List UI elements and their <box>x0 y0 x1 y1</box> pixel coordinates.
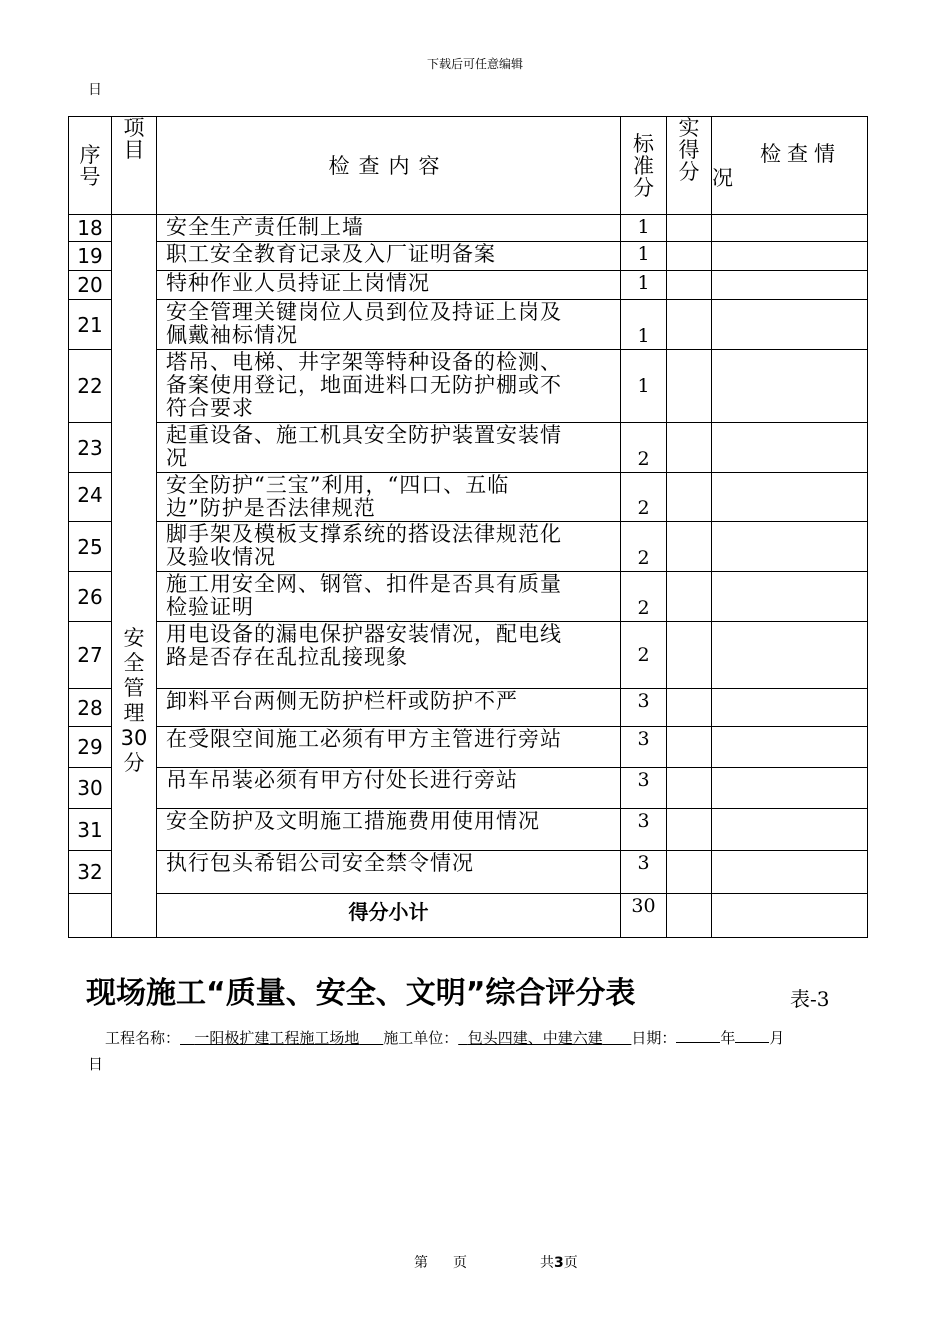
content-line: 在受限空间施工必须有甲方主管进行旁站 <box>166 727 562 751</box>
category-char: 安 <box>123 626 145 650</box>
content-line: 职工安全教育记录及入厂证明备案 <box>166 242 496 266</box>
row-number: 26 <box>69 572 112 622</box>
situation-cell[interactable] <box>712 689 868 727</box>
standard-score: 3 <box>621 689 667 727</box>
content-line: 脚手架及模板支撑系统的搭设法律规范化 <box>166 522 562 546</box>
situation-cell[interactable] <box>712 851 868 894</box>
row-number: 30 <box>69 768 112 809</box>
situation-cell[interactable] <box>712 622 868 689</box>
subtotal-situation-cell[interactable] <box>712 894 868 938</box>
content-line: 况 <box>166 446 188 470</box>
check-content <box>157 727 621 768</box>
content-line: 备案使用登记，地面进料口无防护棚或不 <box>166 373 562 397</box>
standard-score: 1 <box>621 300 667 350</box>
page-suffix: 页 <box>453 1255 467 1271</box>
standard-score: 2 <box>621 522 667 572</box>
check-content <box>157 522 621 572</box>
check-content <box>157 768 621 809</box>
table-row <box>69 423 868 473</box>
check-content <box>157 350 621 423</box>
page-label: 第 <box>414 1255 428 1271</box>
check-content <box>157 215 621 242</box>
unit-label: 施工单位： <box>383 1029 459 1047</box>
standard-score: 2 <box>621 572 667 622</box>
table-row <box>69 300 868 350</box>
actual-score-cell[interactable] <box>667 423 712 473</box>
content-line: 检验证明 <box>166 595 254 619</box>
project-value: 一阳极扩建工程施工场地 <box>194 1029 360 1047</box>
row-number: 31 <box>69 809 112 851</box>
header-situation: 检查情 况 <box>712 117 868 215</box>
situation-cell[interactable] <box>712 572 868 622</box>
situation-cell[interactable] <box>712 727 868 768</box>
subtotal-number-cell <box>69 894 112 938</box>
actual-score-cell[interactable] <box>667 473 712 522</box>
category-label <box>112 626 156 776</box>
standard-score: 1 <box>621 242 667 271</box>
table-row <box>69 473 868 522</box>
table-row <box>69 242 868 271</box>
row-number: 18 <box>69 215 112 242</box>
row-number: 25 <box>69 522 112 572</box>
content-line: 路是否存在乱拉乱接现象 <box>166 645 408 669</box>
actual-score-cell[interactable] <box>667 851 712 894</box>
actual-score-cell[interactable] <box>667 727 712 768</box>
actual-score-cell[interactable] <box>667 215 712 242</box>
standard-score: 3 <box>621 768 667 809</box>
standard-score: 2 <box>621 423 667 473</box>
category-char: 管 <box>123 676 145 700</box>
standard-score: 1 <box>621 271 667 300</box>
previous-page-tail: 日 <box>88 82 102 98</box>
situation-cell[interactable] <box>712 473 868 522</box>
content-line: 吊车吊装必须有甲方付处长进行旁站 <box>166 768 518 792</box>
actual-score-cell[interactable] <box>667 522 712 572</box>
check-content <box>157 622 621 689</box>
table-row <box>69 572 868 622</box>
year-label: 年 <box>720 1029 736 1047</box>
category-char: 全 <box>123 651 145 675</box>
check-content <box>157 473 621 522</box>
standard-score: 3 <box>621 727 667 768</box>
header-content: 检查内容 <box>157 117 621 215</box>
form-code: 表-3 <box>790 987 830 1011</box>
header-actual-score: 实 得 分 <box>667 117 712 215</box>
row-number: 20 <box>69 271 112 300</box>
content-line: 安全管理关键岗位人员到位及持证上岗及 <box>166 300 562 324</box>
inspection-table <box>68 116 868 938</box>
form-title: 现场施工“质量、安全、文明”综合评分表 <box>86 976 636 1011</box>
row-number: 23 <box>69 423 112 473</box>
check-content <box>157 300 621 350</box>
content-line: 卸料平台两侧无防护栏杆或防护不严 <box>166 689 518 713</box>
actual-score-cell[interactable] <box>667 242 712 271</box>
category-cell <box>112 215 157 938</box>
row-number: 27 <box>69 622 112 689</box>
check-content <box>157 423 621 473</box>
standard-score: 1 <box>621 215 667 242</box>
row-number: 19 <box>69 242 112 271</box>
situation-cell[interactable] <box>712 522 868 572</box>
row-number: 21 <box>69 300 112 350</box>
table-row <box>69 689 868 727</box>
actual-score-cell[interactable] <box>667 350 712 423</box>
standard-score: 2 <box>621 473 667 522</box>
form-info-line <box>105 1027 784 1048</box>
standard-score: 3 <box>621 851 667 894</box>
content-line: 执行包头希铝公司安全禁令情况 <box>166 851 474 875</box>
subtotal-score: 30 <box>621 894 667 938</box>
header-item: 项 目 <box>112 117 157 215</box>
header-num: 序 号 <box>69 117 112 215</box>
standard-score: 2 <box>621 622 667 689</box>
total-pages: 共3页 <box>540 1255 578 1271</box>
check-content <box>157 572 621 622</box>
category-char: 理 <box>123 701 145 725</box>
situation-cell[interactable] <box>712 271 868 300</box>
situation-cell[interactable] <box>712 215 868 242</box>
check-content <box>157 809 621 851</box>
table-row <box>69 727 868 768</box>
table-row <box>69 350 868 423</box>
content-line: 塔吊、电梯、井字架等特种设备的检测、 <box>166 350 562 374</box>
situation-cell[interactable] <box>712 242 868 271</box>
subtotal-actual-cell[interactable] <box>667 894 712 938</box>
check-content <box>157 689 621 727</box>
row-number: 29 <box>69 727 112 768</box>
header-row <box>69 117 868 215</box>
content-line: 安全防护“三宝”利用，“四口、五临 <box>166 473 510 497</box>
content-line: 边”防护是否法律规范 <box>166 496 376 520</box>
situation-cell[interactable] <box>712 768 868 809</box>
situation-cell[interactable] <box>712 423 868 473</box>
content-line: 佩戴袖标情况 <box>166 323 298 347</box>
actual-score-cell[interactable] <box>667 572 712 622</box>
page-header: 下载后可任意编辑 <box>426 57 523 71</box>
date-label: 日期： <box>631 1029 677 1047</box>
actual-score-cell[interactable] <box>667 689 712 727</box>
actual-score-cell[interactable] <box>667 300 712 350</box>
content-line: 符合要求 <box>166 396 254 420</box>
content-line: 起重设备、施工机具安全防护装置安装情 <box>166 423 562 447</box>
header-standard-score: 标 准 分 <box>621 117 667 215</box>
actual-score-cell[interactable] <box>667 768 712 809</box>
project-label: 工程名称： <box>105 1029 181 1047</box>
table-row <box>69 622 868 689</box>
table-row <box>69 215 868 242</box>
content-line: 施工用安全网、钢管、扣件是否具有质量 <box>166 572 562 596</box>
check-content <box>157 851 621 894</box>
content-line: 安全生产责任制上墙 <box>166 215 364 239</box>
table-row <box>69 522 868 572</box>
category-char: 30 <box>120 726 148 750</box>
row-number: 32 <box>69 851 112 894</box>
actual-score-cell[interactable] <box>667 809 712 851</box>
standard-score: 3 <box>621 809 667 851</box>
month-label: 月 <box>769 1029 785 1047</box>
content-line: 安全防护及文明施工措施费用使用情况 <box>166 809 540 833</box>
actual-score-cell[interactable] <box>667 271 712 300</box>
check-content <box>157 242 621 271</box>
check-content <box>157 271 621 300</box>
content-line: 用电设备的漏电保护器安装情况，配电线 <box>166 622 562 646</box>
situation-cell[interactable] <box>712 809 868 851</box>
situation-cell[interactable] <box>712 300 868 350</box>
table-row <box>69 768 868 809</box>
situation-cell[interactable] <box>712 350 868 423</box>
table-row <box>69 271 868 300</box>
month-blank[interactable] <box>735 1028 769 1043</box>
content-line: 特种作业人员持证上岗情况 <box>166 271 430 295</box>
row-number: 28 <box>69 689 112 727</box>
unit-value: 包头四建、中建六建 <box>467 1029 603 1047</box>
day-label: 日 <box>88 1055 104 1073</box>
actual-score-cell[interactable] <box>667 622 712 689</box>
subtotal-row <box>69 894 868 938</box>
category-char: 分 <box>123 751 145 775</box>
content-line: 及验收情况 <box>166 545 276 569</box>
table-row <box>69 809 868 851</box>
row-number: 22 <box>69 350 112 423</box>
subtotal-label: 得分小计 <box>157 894 621 938</box>
standard-score: 1 <box>621 350 667 423</box>
row-number: 24 <box>69 473 112 522</box>
year-blank[interactable] <box>676 1028 720 1043</box>
table-row <box>69 851 868 894</box>
